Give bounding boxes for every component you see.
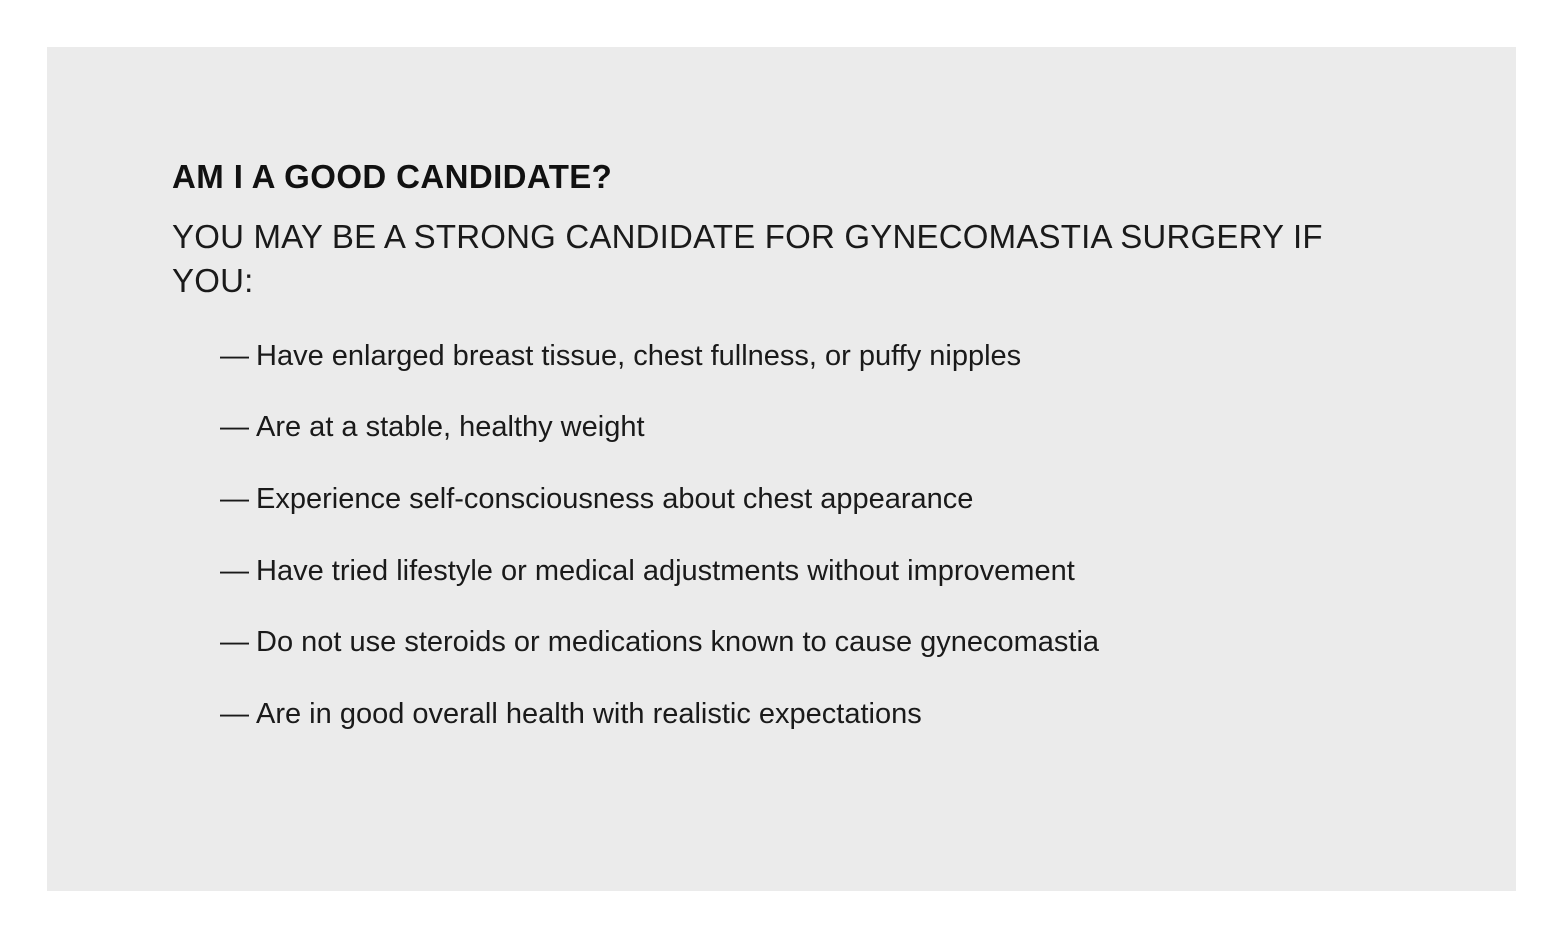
list-item	[220, 481, 1456, 519]
list-item-label: Experience self-consciousness about chest appearance	[256, 483, 974, 516]
page-title: AM I A GOOD CANDIDATE?	[172, 158, 613, 195]
dash-icon: —	[220, 411, 249, 444]
dash-icon: —	[220, 339, 249, 372]
candidate-criteria-list	[172, 338, 1456, 734]
dash-icon: —	[220, 554, 249, 587]
list-item-label: Are at a stable, healthy weight	[256, 411, 645, 444]
list-item-label: Do not use steroids or medications known to cause gynecomastia	[256, 626, 1100, 659]
list-item	[220, 338, 1456, 376]
dash-icon: —	[220, 698, 249, 731]
list-item	[220, 624, 1456, 662]
candidate-info-card	[47, 47, 1516, 891]
dash-icon: —	[220, 626, 249, 659]
dash-icon: —	[220, 483, 249, 516]
list-item-label: Have tried lifestyle or medical adjustments without improvement	[256, 554, 1075, 587]
card-content	[172, 157, 1456, 734]
list-item-label: Have enlarged breast tissue, chest fullness, or puffy nipples	[256, 339, 1022, 372]
list-item	[220, 553, 1456, 591]
list-item-label: Are in good overall health with realistic expectations	[256, 698, 922, 731]
list-item	[220, 409, 1456, 447]
subtitle: YOU MAY BE A STRONG CANDIDATE FOR GYNECOMASTIA SURGERY IF YOU:	[172, 217, 1323, 300]
list-item	[220, 696, 1456, 734]
